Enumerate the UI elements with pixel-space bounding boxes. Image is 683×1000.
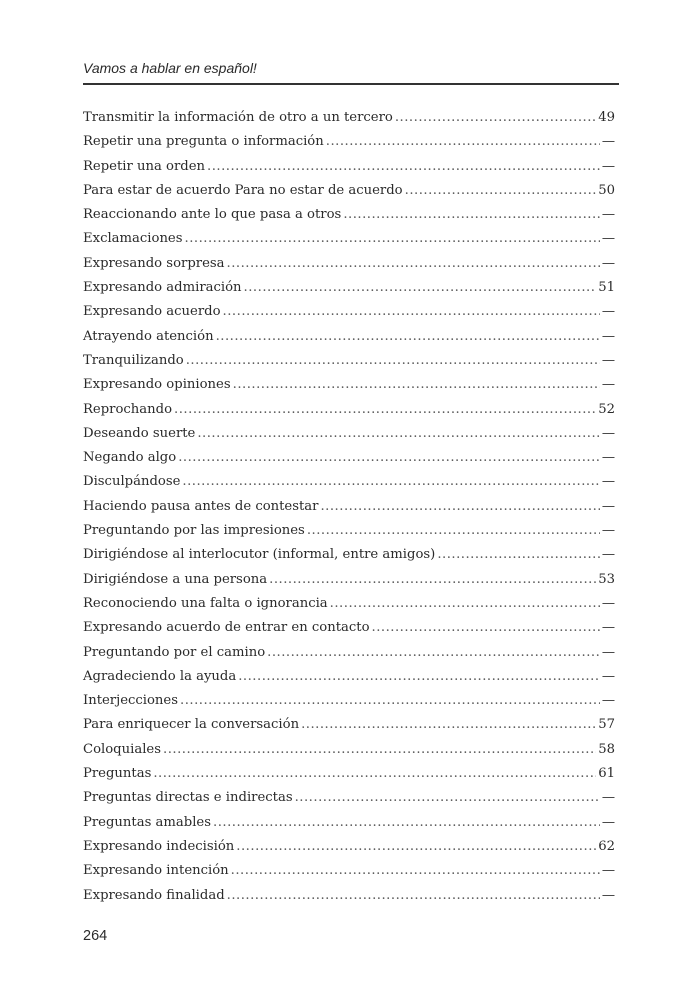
toc-entry-page: — <box>601 498 615 514</box>
toc-entry <box>83 762 615 786</box>
toc-entry-page: — <box>601 474 615 490</box>
toc-entry-page: 58 <box>598 741 615 757</box>
toc-entry-title: Expresando finalidad <box>83 887 225 903</box>
toc-entry-title: Expresando admiración <box>83 280 242 296</box>
toc-entry-page: — <box>601 425 615 441</box>
toc-entry-title: Agradeciendo la ayuda <box>83 668 237 684</box>
toc-entry-title: Preguntas directas e indirectas <box>83 790 293 806</box>
toc-entry-page: — <box>601 790 615 806</box>
dot-leader <box>437 543 600 567</box>
toc-entry <box>83 227 615 251</box>
toc-entry-title: Repetir una pregunta o información <box>83 134 324 150</box>
toc-entry-page: 49 <box>598 110 615 125</box>
dot-leader <box>405 179 597 203</box>
toc-entry-page: — <box>601 620 615 636</box>
toc-entry-title: Dirigiéndose al interlocutor (informal, entre amigos) <box>83 547 436 563</box>
toc-entry-page: — <box>601 207 615 223</box>
toc-entry-title: Deseando suerte <box>83 425 196 441</box>
dot-leader <box>330 592 600 616</box>
toc-entry <box>83 300 615 324</box>
header-rule <box>83 83 619 85</box>
dot-leader <box>223 300 600 324</box>
toc-entry-page: — <box>601 668 615 684</box>
dot-leader <box>320 495 599 519</box>
toc-entry-page: — <box>601 255 615 271</box>
dot-leader <box>267 641 600 665</box>
toc-entry-title: Para enriquecer la conversación <box>83 717 300 733</box>
toc-entry-title: Para estar de acuerdo Para no estar de acuerdo <box>83 182 403 198</box>
dot-leader <box>236 835 596 859</box>
toc-entry <box>83 884 615 908</box>
toc-entry-page: — <box>601 134 615 150</box>
toc-entry-page: — <box>601 231 615 247</box>
toc-entry-title: Reprochando <box>83 401 173 417</box>
toc-entry-title: Tranquilizando <box>83 352 184 368</box>
dot-leader <box>182 470 599 494</box>
toc-entry <box>83 106 615 130</box>
toc-entry <box>83 325 615 349</box>
toc-entry <box>83 470 615 494</box>
toc-entry-page: — <box>601 328 615 344</box>
toc-entry-title: Coloquiales <box>83 741 161 757</box>
toc-entry-title: Preguntando por el camino <box>83 644 266 660</box>
toc-entry-page: 53 <box>598 571 615 587</box>
toc-entry <box>83 495 615 519</box>
dot-leader <box>372 616 600 640</box>
dot-leader <box>326 130 600 154</box>
dot-leader <box>395 106 596 130</box>
toc-entry-page: — <box>601 814 615 830</box>
dot-leader <box>180 689 600 713</box>
toc-entry-page: 50 <box>598 182 615 198</box>
toc-entry <box>83 689 615 713</box>
toc-entry-page: — <box>601 863 615 879</box>
toc-entry <box>83 616 615 640</box>
toc-entry <box>83 398 615 422</box>
toc-entry-title: Transmitir la información de otro a un tercero <box>83 110 393 125</box>
toc-entry <box>83 786 615 810</box>
toc-entry-page: 51 <box>598 280 615 296</box>
toc-entry-page: 61 <box>598 766 615 782</box>
toc-entry-title: Expresando indecisión <box>83 838 235 854</box>
toc-entry-page: — <box>601 644 615 660</box>
toc-entry-title: Expresando acuerdo de entrar en contacto <box>83 620 370 636</box>
toc-entry-page: — <box>601 352 615 368</box>
toc-entry <box>83 568 615 592</box>
toc-entry <box>83 641 615 665</box>
toc-entry <box>83 446 615 470</box>
toc-entry-title: Expresando opiniones <box>83 377 231 393</box>
dot-leader <box>231 859 600 883</box>
toc-entry-title: Repetir una orden <box>83 158 206 174</box>
dot-leader <box>153 762 596 786</box>
toc-entry <box>83 835 615 859</box>
toc-entry-title: Negando algo <box>83 450 177 466</box>
toc-entry-title: Reconociendo una falta o ignorancia <box>83 595 328 611</box>
dot-leader <box>186 349 600 373</box>
dot-leader <box>174 398 596 422</box>
dot-leader <box>185 227 600 251</box>
toc-entry <box>83 543 615 567</box>
dot-leader <box>178 446 600 470</box>
toc-entry <box>83 713 615 737</box>
toc-entry-title: Exclamaciones <box>83 231 183 247</box>
toc-entry <box>83 738 615 762</box>
dot-leader <box>238 665 600 689</box>
toc-entry-title: Haciendo pausa antes de contestar <box>83 498 319 514</box>
toc-entry <box>83 422 615 446</box>
toc-entry-page: — <box>601 377 615 393</box>
dot-leader <box>213 811 600 835</box>
table-of-contents <box>83 106 615 908</box>
toc-entry <box>83 519 615 543</box>
dot-leader <box>197 422 599 446</box>
toc-entry-page: — <box>601 158 615 174</box>
dot-leader <box>227 252 600 276</box>
running-header: Vamos a hablar en español! <box>83 60 257 76</box>
toc-entry <box>83 252 615 276</box>
toc-entry-title: Preguntas amables <box>83 814 211 830</box>
toc-entry-title: Interjecciones <box>83 693 178 709</box>
toc-entry-page: 52 <box>598 401 615 417</box>
toc-entry <box>83 859 615 883</box>
dot-leader <box>207 155 600 179</box>
toc-entry <box>83 665 615 689</box>
toc-entry-title: Preguntas <box>83 766 152 782</box>
toc-entry-page: 62 <box>598 838 615 854</box>
toc-entry-page: — <box>601 887 615 903</box>
toc-entry-title: Reaccionando ante lo que pasa a otros <box>83 207 342 223</box>
toc-entry-page: — <box>601 523 615 539</box>
toc-entry <box>83 155 615 179</box>
toc-entry-title: Expresando intención <box>83 863 229 879</box>
toc-entry-title: Expresando sorpresa <box>83 255 225 271</box>
toc-entry <box>83 276 615 300</box>
toc-entry-page: — <box>601 304 615 320</box>
page-number: 264 <box>83 928 108 944</box>
toc-entry-page: 57 <box>598 717 615 733</box>
dot-leader <box>216 325 600 349</box>
dot-leader <box>269 568 596 592</box>
toc-entry <box>83 179 615 203</box>
toc-entry-title: Dirigiéndose a una persona <box>83 571 268 587</box>
toc-entry-page: — <box>601 547 615 563</box>
toc-entry <box>83 130 615 154</box>
toc-entry <box>83 373 615 397</box>
toc-entry-title: Preguntando por las impresiones <box>83 523 305 539</box>
dot-leader <box>295 786 600 810</box>
dot-leader <box>163 738 596 762</box>
toc-entry-title: Disculpándose <box>83 474 181 490</box>
toc-entry-title: Expresando acuerdo <box>83 304 221 320</box>
toc-entry-page: — <box>601 595 615 611</box>
toc-entry <box>83 811 615 835</box>
dot-leader <box>301 713 596 737</box>
toc-entry-page: — <box>601 450 615 466</box>
dot-leader <box>307 519 600 543</box>
toc-entry <box>83 203 615 227</box>
dot-leader <box>233 373 600 397</box>
dot-leader <box>227 884 600 908</box>
dot-leader <box>244 276 597 300</box>
toc-entry <box>83 592 615 616</box>
dot-leader <box>343 203 600 227</box>
toc-entry <box>83 349 615 373</box>
toc-entry-page: — <box>601 693 615 709</box>
toc-entry-title: Atrayendo atención <box>83 328 214 344</box>
